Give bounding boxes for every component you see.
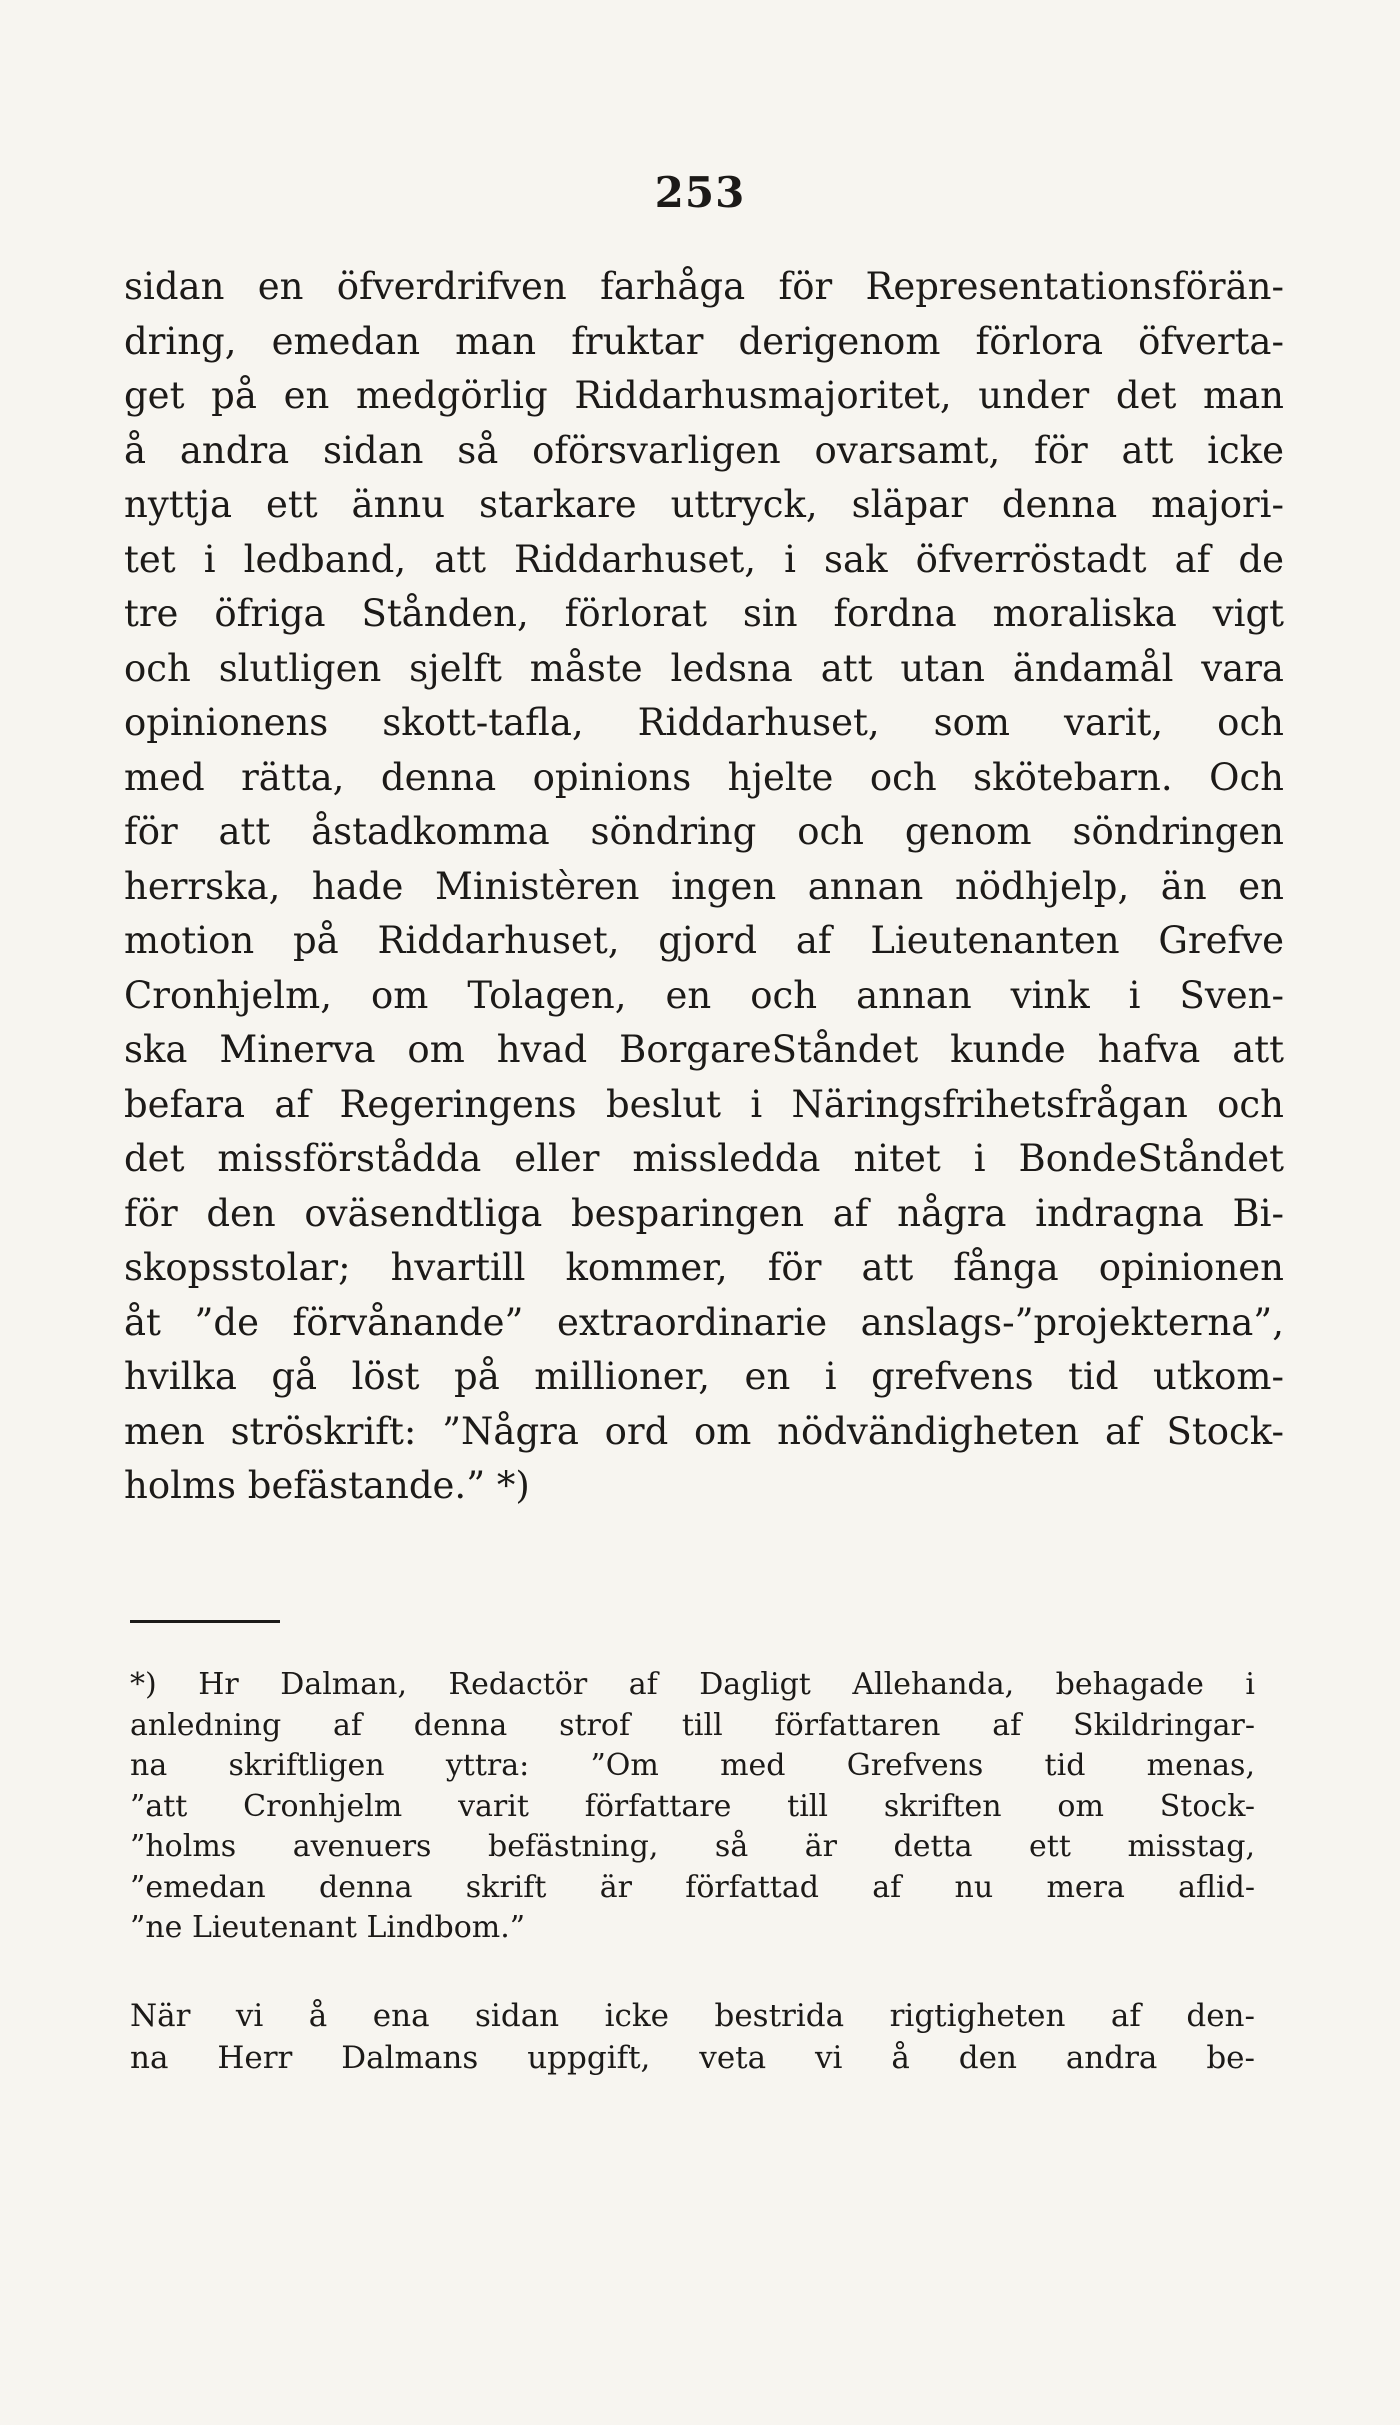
text-line-last: holms befästande.” *) [124,1464,530,1507]
footnote-line: ”holms avenuers befästning, så är detta ett misstag, [130,1829,1255,1864]
continuation-line: När vi å ena sidan icke bestrida rigtigheten af den- [130,1998,1255,2034]
main-text [124,260,1284,1514]
text-line: för att åstadkomma söndring och genom söndringen [124,810,1284,853]
text-line: get på en medgörlig Riddarhusmajoritet, under det man [124,374,1284,417]
text-line: dring, emedan man fruktar derigenom förlora öfverta- [124,319,1284,363]
footnote-line: ”emedan denna skrift är författad af nu mera aflid- [130,1869,1255,1905]
text-line: sidan en öfverdrifven farhåga för Representationsförän- [124,265,1284,308]
text-line: ska Minerva om hvad BorgareStåndet kunde hafva att [124,1028,1284,1071]
text-line: skopsstolar; hvartill kommer, för att fånga opinionen [124,1246,1284,1289]
continuation-line: na Herr Dalmans uppgift, veta vi å den andra be- [130,2040,1255,2076]
footnote-divider [130,1620,280,1623]
text-line: och slutligen sjelft måste ledsna att utan ändamål vara [124,646,1284,690]
text-line: opinionens skott-tafla, Riddarhuset, som varit, och [124,701,1284,744]
text-line: med rätta, denna opinions hjelte och skötebarn. Och [124,755,1284,799]
text-line: tet i ledband, att Riddarhuset, i sak öfverröstadt af de [124,537,1284,581]
text-line: det missförstådda eller missledda nitet i BondeStåndet [124,1137,1284,1180]
footnote-line: na skriftligen yttra: ”Om med Grefvens tid menas, [130,1748,1255,1783]
page-number: 253 [654,168,746,217]
text-line: men ströskrift: ”Några ord om nödvändigheten af Stock- [124,1409,1284,1453]
text-line: tre öfriga Stånden, förlorat sin fordna moraliska vigt [124,592,1284,635]
footnote-line: anledning af denna strof till författaren af Skildringar- [130,1707,1255,1743]
text-line: å andra sidan så oförsvarligen ovarsamt, för att icke [124,428,1284,472]
footnote-line: ”att Cronhjelm varit författare till skriften om Stock- [130,1788,1255,1824]
text-line: nyttja ett ännu starkare uttryck, släpar denna majori- [124,483,1284,526]
footnote-line: *) Hr Dalman, Redactör af Dagligt Allehanda, behagade i [130,1667,1255,1702]
text-line: för den oväsendtliga besparingen af några indragna Bi- [124,1191,1284,1235]
footnote-continuation [130,1995,1255,2079]
text-line: befara af Regeringens beslut i Näringsfrihetsfrågan och [124,1082,1284,1126]
text-line: herrska, hade Ministèren ingen annan nödhjelp, än en [124,864,1284,908]
text-line: Cronhjelm, om Tolagen, en och annan vink i Sven- [124,973,1284,1017]
footnote [130,1665,1255,1949]
text-line: hvilka gå löst på millioner, en i grefvens tid utkom- [124,1355,1284,1398]
footnote-line-last: ”ne Lieutenant Lindbom.” [130,1910,526,1945]
text-line: motion på Riddarhuset, gjord af Lieutenanten Grefve [124,919,1284,962]
text-line: åt ”de förvånande” extraordinarie anslags-”projekterna”, [124,1300,1284,1344]
